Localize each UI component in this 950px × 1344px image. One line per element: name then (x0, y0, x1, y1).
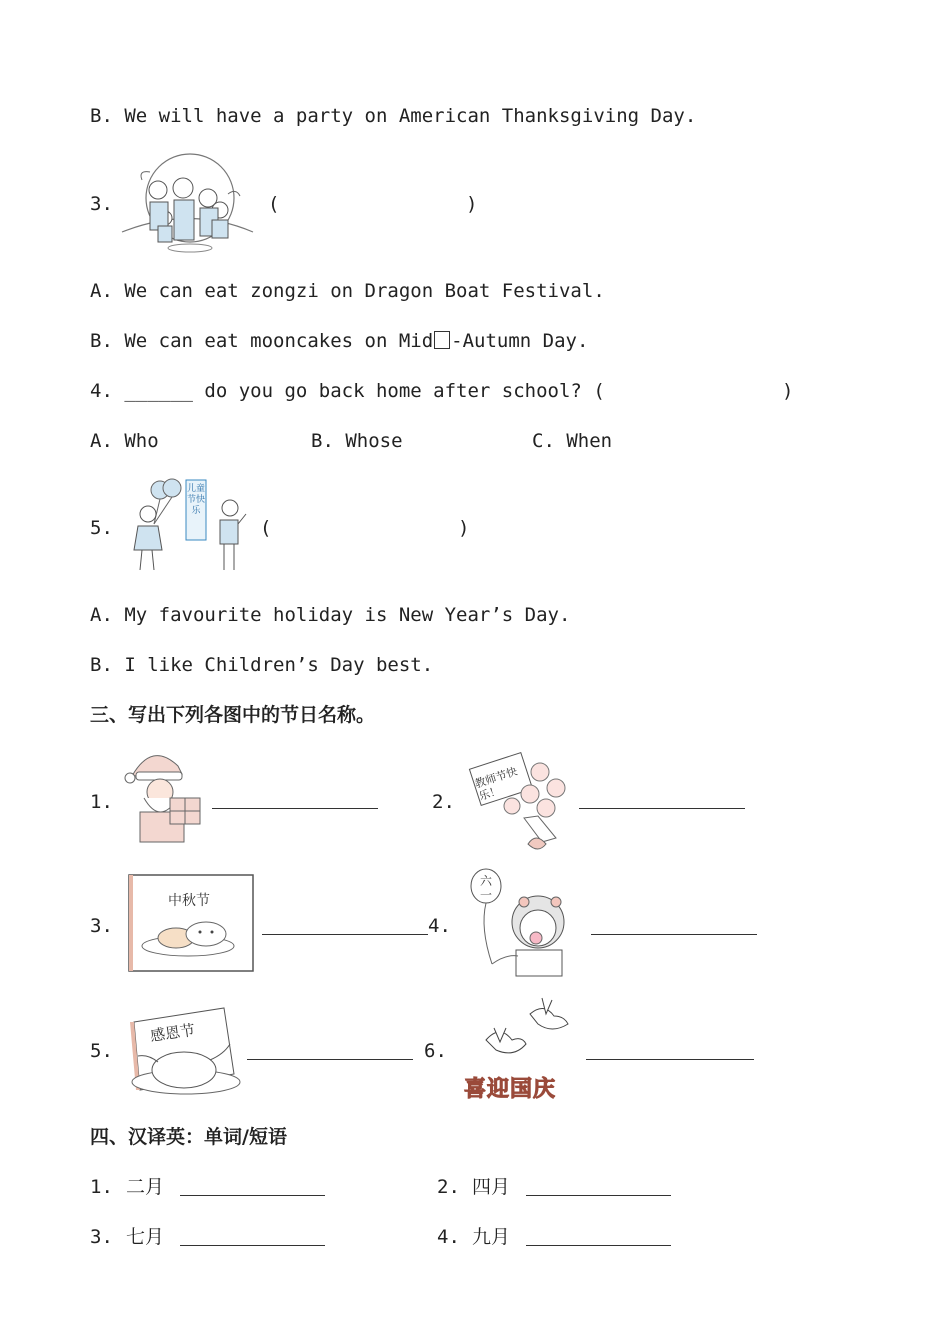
s4-item2-number: 2. (437, 1176, 460, 1198)
q5-number: 5. (90, 517, 113, 539)
q5-paren-open: ( (260, 517, 272, 539)
s4-item4-answer-blank[interactable] (526, 1245, 671, 1246)
s3-item3-number: 3. (90, 915, 113, 937)
s4-item1-number: 1. (90, 1176, 113, 1198)
q3-option-b-start: B. We can eat mooncakes on Mid (90, 330, 434, 352)
teachers-day-card-text: 教师节快乐！ (473, 764, 520, 804)
childrens-day-picture (120, 474, 250, 576)
q3-option-b (90, 329, 588, 353)
family-moon-picture (120, 150, 255, 255)
s4-item1-answer-blank[interactable] (180, 1195, 325, 1196)
s4-item4-number: 4. (437, 1226, 460, 1248)
s4-item4-label: 九月 (472, 1226, 511, 1248)
q5-option-a: A. My favourite holiday is New Year’s Day. (90, 604, 571, 626)
mid-autumn-mooncake-picture (128, 874, 254, 972)
q3-paren-open: ( (268, 193, 280, 215)
missing-char-box (434, 331, 450, 349)
q4-paren-close: ) (782, 380, 794, 402)
childrens-day-banner-text: 儿童节快乐 (186, 484, 205, 516)
s3-item4-number: 4. (428, 915, 451, 937)
q4-question: 4. ______ do you go back home after school? ( (90, 380, 605, 402)
q3-number: 3. (90, 193, 113, 215)
q2-option-b: B. We will have a party on American Thanksgiving Day. (90, 105, 697, 127)
q5-option-b: B. I like Children’s Day best. (90, 654, 434, 676)
thanksgiving-turkey-picture (126, 1004, 244, 1100)
s4-item1-label: 二月 (126, 1176, 165, 1198)
s3-item6-answer-blank[interactable] (586, 1059, 754, 1060)
mid-autumn-card-text: 中秋节 (168, 893, 210, 909)
s3-item1-number: 1. (90, 791, 113, 813)
s4-item3-answer-blank[interactable] (180, 1245, 325, 1246)
q4-option-a: A. Who (90, 430, 159, 452)
s3-item1-answer-blank[interactable] (212, 808, 378, 809)
section3-heading: 三、写出下列各图中的节日名称。 (90, 704, 376, 726)
thanksgiving-card-text: 感恩节 (149, 1020, 197, 1046)
q3-option-a: A. We can eat zongzi on Dragon Boat Festival. (90, 280, 605, 302)
s3-item6-number: 6. (424, 1040, 447, 1062)
s3-item4-answer-blank[interactable] (591, 934, 757, 935)
q3-option-b-end: -Autumn Day. (451, 330, 589, 352)
s4-item3-label: 七月 (126, 1226, 165, 1248)
s4-item3-number: 3. (90, 1226, 113, 1248)
santa-picture (122, 746, 210, 850)
s3-item5-number: 5. (90, 1040, 113, 1062)
s4-item2-answer-blank[interactable] (526, 1195, 671, 1196)
section4-heading: 四、汉译英：单词/短语 (90, 1126, 287, 1148)
s3-item5-answer-blank[interactable] (247, 1059, 413, 1060)
q4-option-b: B. Whose (311, 430, 403, 452)
q4-option-c: C. When (532, 430, 613, 452)
s3-item2-number: 2. (432, 791, 455, 813)
s3-item2-answer-blank[interactable] (579, 808, 745, 809)
s4-item2-label: 四月 (472, 1176, 511, 1198)
national-day-banner-text: 喜迎国庆 (464, 1077, 557, 1102)
s3-item3-answer-blank[interactable] (262, 934, 428, 935)
june-first-balloon-text: 六一 (479, 874, 492, 902)
q5-paren-close: ) (458, 517, 470, 539)
q3-paren-close: ) (466, 193, 478, 215)
